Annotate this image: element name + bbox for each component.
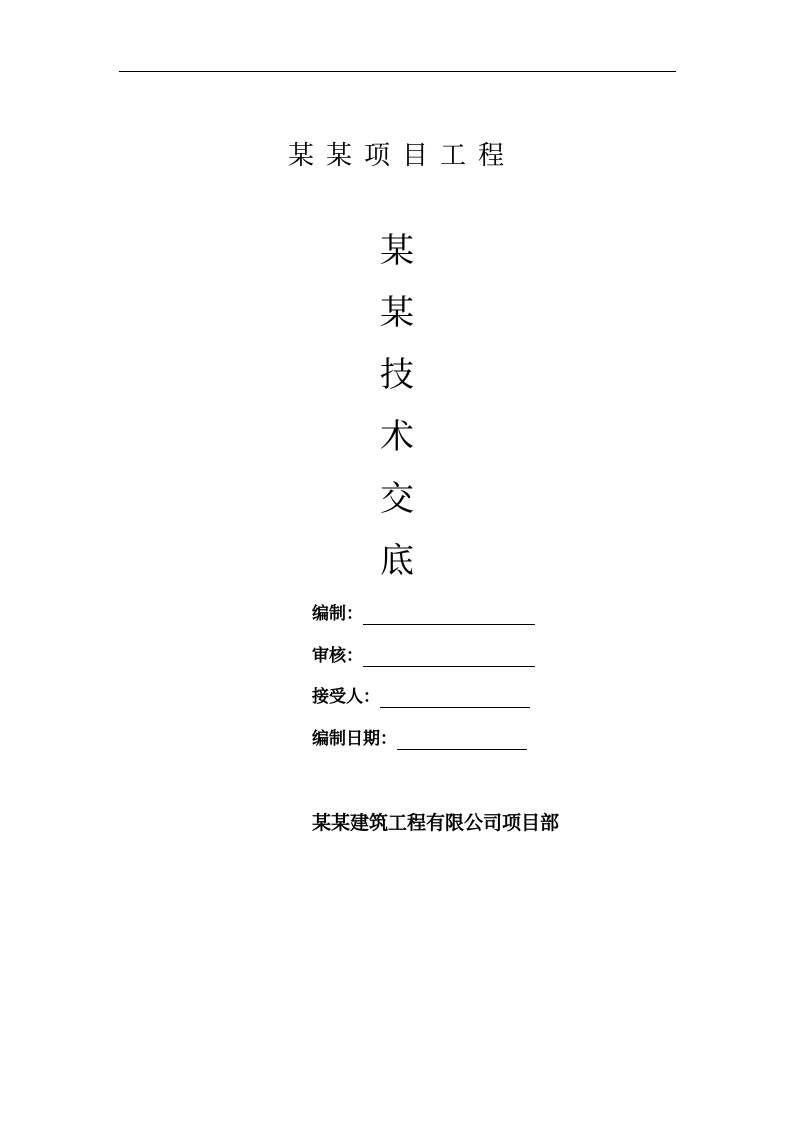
title-char: 某 [380,231,414,271]
compiler-signature-line [363,624,535,625]
compile-date-field [312,725,527,751]
reviewer-label: 审核： [312,646,363,666]
document-title-vertical [373,226,421,598]
recipient-label: 接受人： [312,687,380,707]
header-rule [119,71,676,72]
title-char: 术 [380,417,414,457]
title-char: 技 [380,355,414,395]
project-title: 某某项目工程 [287,141,516,171]
recipient-field [312,683,530,709]
title-char: 某 [380,293,414,333]
compile-date-label: 编制日期： [312,729,397,749]
title-char: 交 [380,479,414,519]
compiler-label: 编制： [312,604,363,624]
title-char: 底 [380,541,414,581]
company-name: 某某建筑工程有限公司项目部 [312,812,560,834]
compile-date-line [397,749,527,750]
recipient-signature-line [380,707,530,708]
compiler-field [312,600,535,626]
reviewer-field [312,642,535,668]
reviewer-signature-line [363,666,535,667]
